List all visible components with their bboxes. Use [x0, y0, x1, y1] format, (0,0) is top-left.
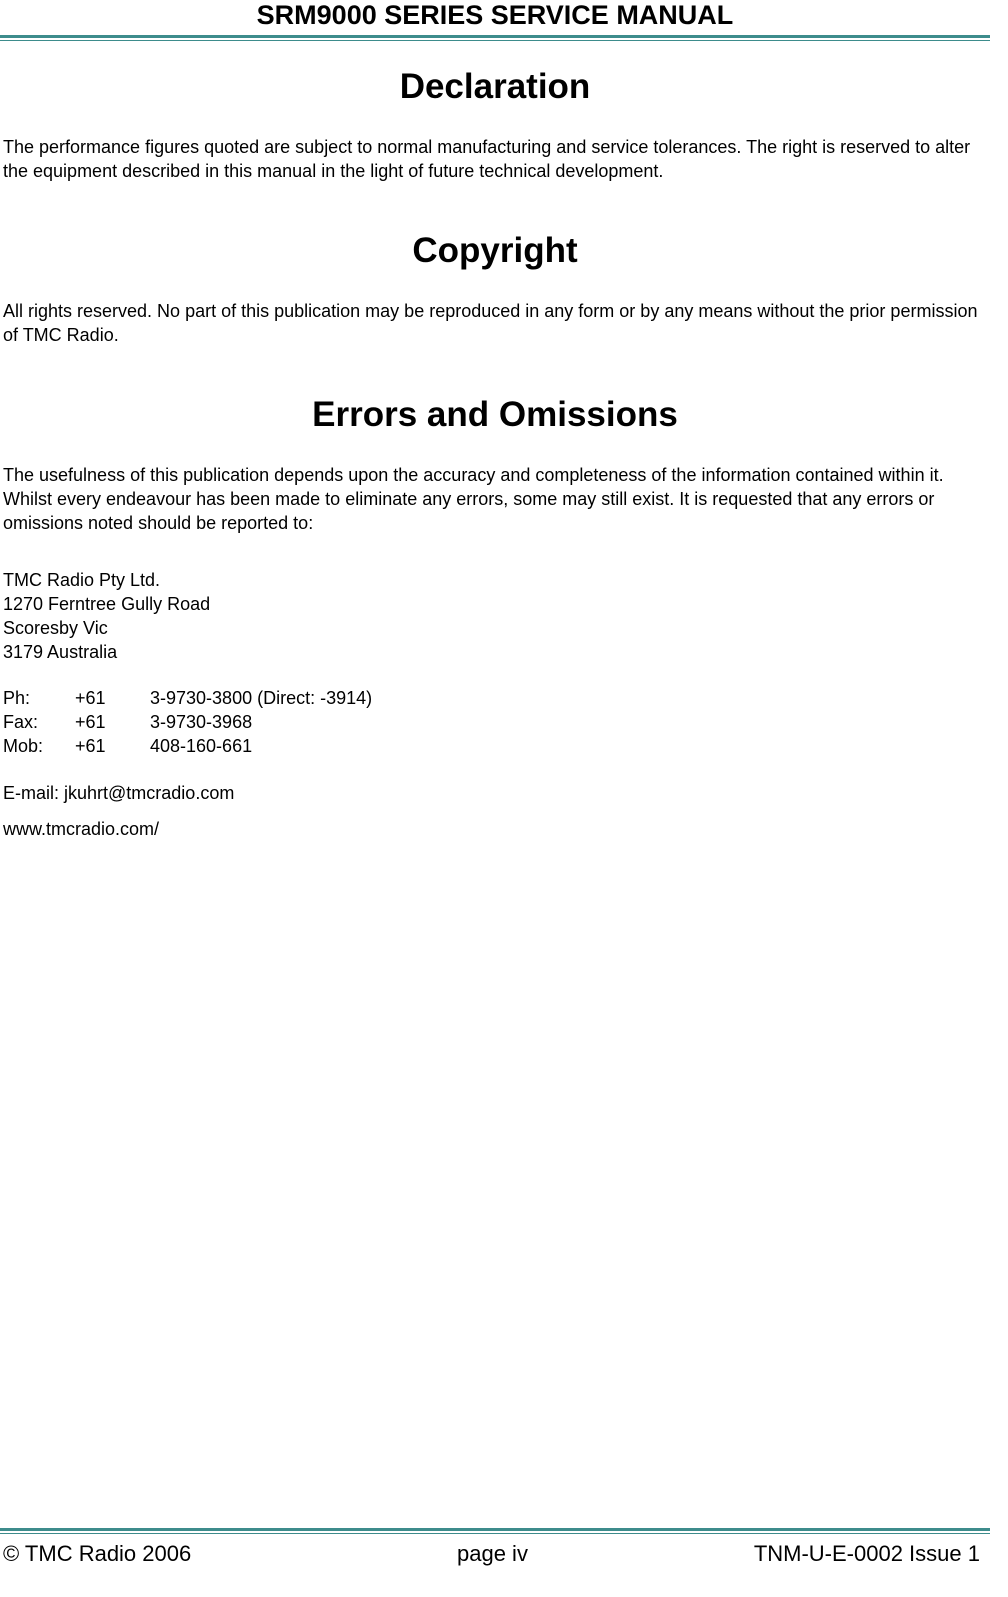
- address-postcode-country: 3179 Australia: [3, 642, 118, 662]
- contact-label: Ph:: [3, 688, 31, 708]
- contact-number: 3-9730-3800 (Direct: -3914): [150, 688, 373, 708]
- errors-heading: Errors and Omissions: [312, 395, 678, 434]
- copyright-heading: Copyright: [412, 231, 578, 270]
- footer-rule: [0, 1528, 990, 1534]
- footer-copyright: © TMC Radio 2006: [3, 1541, 192, 1566]
- contact-country-code: +61: [75, 736, 106, 756]
- address-street: 1270 Ferntree Gully Road: [3, 594, 211, 614]
- contact-country-code: +61: [75, 712, 106, 732]
- contact-country-code: +61: [75, 688, 106, 708]
- email-line: E-mail: jkuhrt@tmcradio.com: [3, 783, 235, 803]
- errors-paragraph: The usefulness of this publication depends upon the accuracy and completeness of the information contained within it. Whilst every endeavour has been made to eliminate any errors, some may still exist. It is requested that any errors or omissions noted should be reported to:: [3, 465, 944, 533]
- address-suburb: Scoresby Vic: [3, 618, 108, 638]
- document-header-title: SRM9000 SERIES SERVICE MANUAL: [256, 0, 734, 30]
- header-rule: [0, 35, 990, 41]
- contact-number: 408-160-661: [150, 736, 253, 756]
- contact-label: Mob:: [3, 736, 44, 756]
- contact-label: Fax:: [3, 712, 39, 732]
- declaration-heading: Declaration: [399, 67, 591, 106]
- website-line: www.tmcradio.com/: [3, 819, 160, 839]
- footer-document-number: TNM-U-E-0002 Issue 1: [753, 1541, 980, 1566]
- footer-page-number: page iv: [457, 1541, 528, 1566]
- copyright-paragraph: All rights reserved. No part of this publication may be reproduced in any form or by any means without the prior permission of TMC Radio.: [3, 301, 978, 345]
- declaration-paragraph: The performance figures quoted are subject to normal manufacturing and service tolerances. The right is reserved to alter the equipment described in this manual in the light of future technical development.: [3, 137, 971, 181]
- address-company: TMC Radio Pty Ltd.: [3, 570, 161, 590]
- contact-number: 3-9730-3968: [150, 712, 253, 732]
